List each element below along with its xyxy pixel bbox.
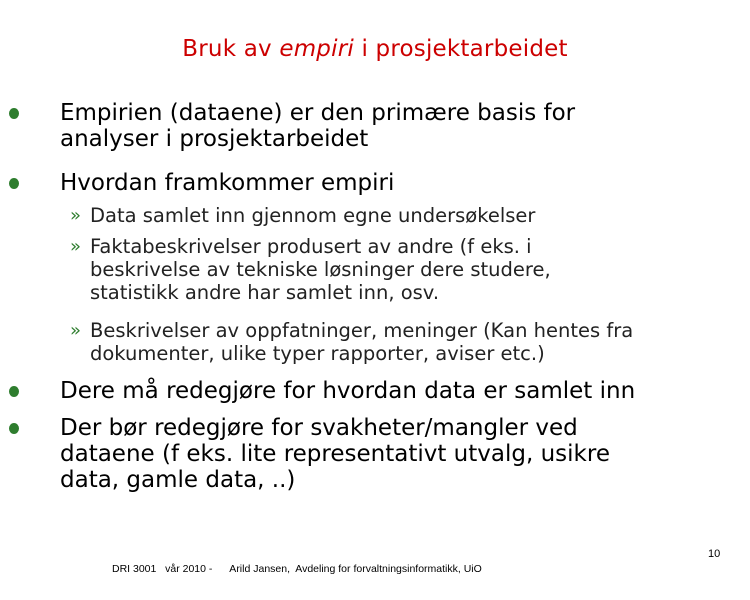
bullet-3-line-1: Dere må redegjøre for hvordan data er samlet inn <box>60 378 636 404</box>
sub-item-2-line-1: Faktabeskrivelser produsert av andre (f eks. i <box>90 235 532 258</box>
bullet-4-line-1: Der bør redegjøre for svakheter/mangler ved <box>60 415 578 441</box>
sub-bullet-marker-icon: » <box>70 205 82 226</box>
footer-text: DRI 3001 vår 2010 - Arild Jansen, Avdeling for forvaltningsinformatikk, UiO <box>112 563 482 575</box>
title-prefix: Bruk av <box>182 36 280 62</box>
bullet-1-line-1: Empirien (dataene) er den primære basis for <box>60 100 576 126</box>
bullet-dot-icon <box>9 423 19 434</box>
sub-item-3-line-1: Beskrivelser av oppfatninger, meninger (Kan hentes fra <box>90 319 634 342</box>
sub-item-3-line-2: dokumenter, ulike typer rapporter, aviser etc.) <box>90 342 545 365</box>
title-suffix: i prosjektarbeidet <box>353 36 568 62</box>
bullet-4-line-2: dataene (f eks. lite representativt utvalg, usikre <box>60 441 610 467</box>
sub-item-1-line-1: Data samlet inn gjennom egne undersøkelser <box>90 204 536 227</box>
bullet-3 <box>60 378 730 404</box>
sub-item-2 <box>90 235 730 304</box>
slide-title <box>0 36 750 62</box>
bullet-1 <box>60 100 730 152</box>
sub-item-3 <box>90 319 730 365</box>
bullet-2 <box>60 170 730 196</box>
sub-item-2-line-2: beskrivelse av tekniske løsninger dere studere, <box>90 258 551 281</box>
sub-bullet-marker-icon: » <box>70 236 82 257</box>
bullet-dot-icon <box>9 108 19 119</box>
bullet-4-line-3: data, gamle data, ..) <box>60 467 296 493</box>
sub-bullet-marker-icon: » <box>70 320 82 341</box>
bullet-4 <box>60 415 730 493</box>
sub-item-2-line-3: statistikk andre har samlet inn, osv. <box>90 281 440 304</box>
bullet-dot-icon <box>9 386 19 397</box>
bullet-dot-icon <box>9 178 19 189</box>
bullet-2-line-1: Hvordan framkommer empiri <box>60 170 395 196</box>
title-emphasis: empiri <box>279 36 354 62</box>
page-number: 10 <box>708 548 721 560</box>
bullet-1-line-2: analyser i prosjektarbeidet <box>60 126 369 152</box>
sub-item-1 <box>90 204 730 227</box>
